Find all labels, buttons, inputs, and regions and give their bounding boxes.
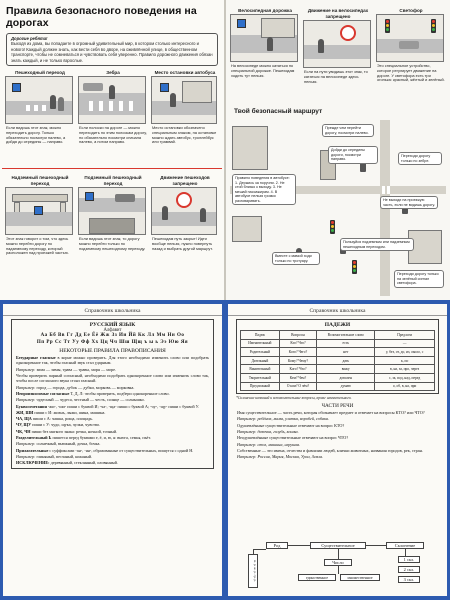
rule-paragraph: [16, 422, 209, 427]
rule-card-title: Пешеходный переход: [15, 70, 65, 75]
rule-head: Например:: [16, 384, 36, 390]
rule-head: Буквосочетания: [16, 403, 47, 409]
rule-head: ЧА, ЩА: [16, 416, 32, 422]
table-header: Вспомогательное слово: [317, 331, 375, 340]
page-title: Правила безопасного поведения на дорогах: [6, 5, 197, 29]
rule-card-caption: Если видишь этот знак, то дорогу можно перейти только по подземному пешеходному переходу.: [79, 236, 146, 251]
table-cell: к, по: [375, 356, 435, 365]
table-cell: Кому? Чему?: [279, 356, 316, 365]
table-cell: в, на, за, про, через: [375, 365, 435, 374]
bottom-spread: [0, 300, 450, 600]
table-cell: вижу: [317, 365, 375, 374]
rule-card: [151, 175, 219, 251]
rule-paragraph: [16, 391, 209, 396]
table-cell: Дательный: [241, 356, 280, 365]
rule-paragraph: [16, 441, 209, 446]
zebra-illustration: [78, 76, 146, 124]
table-cell: с, за, под, над, перед: [375, 373, 435, 382]
rule-head: ИСКЛЮЧЕНИЕ:: [16, 460, 50, 466]
route-note: Правило поведения в автобусе: 1. Держись за поручни. 2. Не стой близко к выходу. 3. Не мешай пассажирам. 4. В автобусе нельзя громко разговаривать.: [232, 174, 296, 205]
bus-stop-illustration: [151, 76, 217, 124]
rule-body: деревянный, стеклянный, оловянный.: [50, 460, 118, 466]
table-row: [241, 373, 435, 382]
parts-title: ЧАСТИ РЕЧИ: [321, 403, 354, 410]
rule-card-title: Место остановки автобуса: [154, 70, 216, 75]
rule-card-caption: Место остановки обозначено специальным знаком, на остановке можно ждать автобус, троллейбус или трамвай.: [152, 125, 217, 145]
rule-paragraph: [16, 460, 209, 465]
rule-card-caption: Пешеходам путь закрыт! Идти вообще нельзя, нужно повернуть назад и выбрать другой маршрут.: [152, 236, 213, 251]
rule-body: пиши без мягкого знака: речка, ночной, точный.: [31, 428, 118, 434]
rule-paragraph: [16, 385, 209, 390]
table-row: [241, 356, 435, 365]
table-cell: нет: [317, 348, 375, 357]
rule-paragraph: [16, 367, 209, 372]
intro-greeting: Дорогие ребята!: [11, 36, 48, 41]
bike-lane-sign-icon: [237, 19, 246, 28]
diagram-node: м. р. ж. р. ср. р.: [248, 554, 258, 588]
rule-head: Например:: [16, 366, 36, 372]
no-pedestrians-illustration: [151, 187, 217, 235]
diagram-node: Существительное: [310, 542, 366, 549]
route-note: Переходи дорогу только по зебре.: [398, 152, 442, 165]
noun-diagram: [240, 542, 435, 590]
traffic-light-icon: [330, 220, 335, 234]
rule-body: глиняный, песчаный, кожаный.: [36, 453, 93, 459]
rule-body: пишется перед буквами е, ё, и, ю, я: вьюга, семья, пьёт.: [52, 435, 151, 441]
rule-body: в корне можно проверить. Для этого необходимо изменить слово или подобрать однокоренное так, чтобы гласный звук стал ударным.: [16, 355, 210, 366]
table-header: Падеж: [241, 331, 280, 340]
traffic-light-icon: [431, 19, 436, 33]
table-cell: Кого? Что?: [279, 365, 316, 374]
bike-lane-illustration: [230, 14, 298, 62]
cases-title: ПАДЕЖИ: [324, 322, 351, 328]
rule-card: [151, 70, 219, 145]
table-row: [241, 339, 435, 348]
bus-stop-sign-icon: [160, 83, 169, 92]
table-cell: Винительный: [241, 365, 280, 374]
rule-body: пиши с А: чашка, роща, площадь.: [32, 416, 94, 422]
rule-card-title: Светофор: [399, 8, 423, 13]
parts-paragraph: Например: стол, машина, игрушка.: [237, 441, 301, 447]
alphabet-line: Аа Бб Вв Гг Дд Ее Ёё Жж Зз Ии Йй Кк Лл Мм Нн Оо: [40, 333, 185, 338]
no-bikes-sign-icon: [340, 25, 356, 41]
parts-paragraph: Собственные — это имена, отчества и фамилии людей, клички животных, названия городов, рек, стран.: [237, 447, 423, 453]
rule-paragraph: [16, 404, 209, 409]
diagram-node: единственное: [298, 574, 336, 581]
rule-paragraph: [16, 410, 209, 415]
rule-head: Разделительный Ь: [16, 435, 52, 441]
rule-body: Т, Д, Л: чтобы проверить, подбери однокоренное слово.: [70, 390, 170, 396]
rule-card-caption: Если видишь этот знак, можно переходить дорогу. Только обязательно посмотри налево, а дойдя до середины — направо.: [6, 125, 66, 145]
overpass-sign-icon: [34, 206, 43, 215]
rule-head: ЧК, ЧН: [16, 428, 31, 434]
rule-head: Непроизносимые согласные: [16, 390, 70, 396]
page-header: Справочник школьника: [3, 308, 222, 316]
table-cell: дать: [317, 356, 375, 365]
diagram-node: 2 скл.: [398, 566, 420, 573]
table-cell: Кто? Что?: [279, 339, 316, 348]
table-row: [241, 382, 435, 391]
house-left: [232, 216, 262, 242]
table-cell: Кем? Чем?: [279, 373, 316, 382]
rules-list: [16, 355, 209, 465]
rule-body: пиши с И: жизнь, лыжи, шина, машина.: [34, 409, 106, 415]
crossing-illustration: [5, 76, 73, 124]
diagram-node: 1 скл.: [398, 556, 420, 563]
divider: [2, 168, 222, 169]
table-cell: —: [375, 339, 435, 348]
rule-body: город — города, дубок — дубки, морковь — морковка.: [36, 384, 135, 390]
rule-head: Безударные гласные: [16, 355, 56, 361]
reference-page-left: [3, 304, 222, 596]
rule-head: ЧУ, ЩУ: [16, 422, 32, 428]
rule-card: [5, 175, 75, 256]
rule-body: пиши с У: чудо, щука, чулки, чувство.: [32, 422, 101, 428]
parts-paragraph: Например: Россия, Мария, Москва, Урал, Земля.: [237, 454, 323, 460]
cases-box: [236, 319, 439, 394]
box-title: РУССКИЙ ЯЗЫК: [89, 322, 136, 328]
parts-paragraph: Одушевлённые существительные отвечают на вопрос КТО?: [237, 422, 345, 428]
rule-paragraph: [16, 454, 209, 459]
diagram-node: 3 скл.: [398, 576, 420, 583]
parts-text: [228, 410, 447, 459]
table-header: Вопросы: [279, 331, 316, 340]
page-header: Справочник школьника: [228, 308, 447, 316]
rule-paragraph: [16, 373, 209, 384]
rule-body: зима — зимы, трава — травы, моря — море.: [36, 366, 116, 372]
cases-note: *Склонение названий и вспомогательные вопросы, кроме именительного.: [236, 396, 352, 401]
rule-paragraph: [16, 355, 209, 366]
route-note: Прежде чем перейти дорогу, посмотри налево.: [322, 124, 374, 137]
table-row: [241, 365, 435, 374]
route-note: Переходи дорогу только на зелёный сигнал светофора.: [394, 270, 444, 288]
rule-card-title: Велосипедная дорожка: [238, 8, 292, 13]
traffic-light-icon: [385, 19, 390, 33]
traffic-light-icon: [352, 260, 357, 274]
table-cell: Предложный: [241, 382, 280, 391]
route-map: [230, 120, 446, 296]
rule-body: Чтобы проверить парный согласный, необходимо подобрать однокоренное слово или изменить слово так, чтобы после согласного звука стоял гласный.: [16, 373, 209, 384]
rule-card-caption: На велосипеде можно кататься по специальной дорожке. Пешеходам ходить тут нельзя.: [231, 63, 295, 78]
table-cell: Именительный: [241, 339, 280, 348]
underpass-sign-icon: [85, 192, 94, 201]
road-rules-page-left: [0, 0, 224, 300]
rule-card-title: Подземный пешеходный переход: [84, 175, 142, 186]
table-row: [241, 348, 435, 357]
rule-card-caption: Этот знак говорит о том, что здесь можно перейти дорогу по надземному переходу, который расположен над проезжей частью.: [6, 236, 69, 256]
rule-head: Например:: [16, 397, 36, 403]
rule-paragraph: [16, 429, 209, 434]
parts-paragraph: Неодушевлённые существительные отвечают на вопрос ЧТО?: [237, 435, 349, 441]
route-note: Не выходи на проезжую часть, если не видишь дорогу.: [380, 196, 438, 209]
table-header: Предлоги: [375, 331, 435, 340]
diagram-node: Склонение: [386, 542, 424, 549]
crosswalk-sign-icon: [12, 83, 21, 92]
table-cell: О ком? О чём?: [279, 382, 316, 391]
table-cell: Родительный: [241, 348, 280, 357]
rule-card: [5, 70, 75, 145]
diagram-node: Род: [266, 542, 288, 549]
rule-paragraph: [16, 448, 209, 453]
table-cell: у, без, от, до, из, около, с: [375, 348, 435, 357]
route-note: Вместе с мамой ходи только по тротуару.: [272, 252, 320, 265]
rule-card-caption: Это специальное устройство, которое регулирует движение на дороге. У светофора есть три огонька: красный, жёлтый и зелёный.: [377, 63, 445, 83]
no-bikes-illustration: [303, 20, 371, 68]
rule-card: [230, 8, 300, 78]
intro-box: [6, 33, 218, 66]
rule-body: с суффиксами -ан-, -ян-, образованные от существительных, пишутся с одной Н.: [49, 447, 194, 453]
rule-card: [376, 8, 446, 83]
rules-title: НЕКОТОРЫЕ ПРАВИЛА ПРАВОПИСАНИЯ: [59, 348, 166, 355]
rule-card-title: Зебра: [106, 70, 120, 75]
rule-head: ЖИ, ШИ: [16, 409, 34, 415]
reference-page-right: [228, 304, 447, 596]
rule-paragraph: [16, 397, 209, 402]
route-note: Пользуйся подземным или надземным пешеходным переходом.: [340, 238, 414, 251]
table-cell: Творительный: [241, 373, 280, 382]
table-cell: думаю: [317, 382, 375, 391]
home-building: [232, 126, 268, 170]
cases-table: [240, 330, 435, 391]
rule-head: Например:: [16, 453, 36, 459]
intro-text: Выходя из дома, вы попадаете в огромный удивительный мир, в котором столько интересного и нового! Каждый должен знать, как вести себя во дворе, на оживлённой улице, в общественном транспорте, чтобы не сомневаться и чувствовать себя уверенно. Правило дорожного движения обязан знать каждый, и не только взрослые.: [11, 41, 213, 63]
rule-card-title: Движение пешеходов запрещено: [160, 175, 210, 186]
alphabet-label: Алфавит: [103, 328, 122, 333]
underpass-illustration: [78, 187, 146, 235]
rule-card: [78, 70, 148, 145]
parts-paragraph: Имя существительное — часть речи, которая обозначает предмет и отвечает на вопросы КТО? или ЧТО?: [237, 410, 425, 416]
rule-body: солнечный, вьюжный, дочка, бочка.: [36, 441, 101, 447]
alphabet-line: Пп Рр Сс Тт Уу Фф Хх Цц Чч Шш Щщ ъ ы ь Ээ Юю Яя: [36, 339, 189, 345]
rule-card: [303, 8, 373, 84]
no-pedestrians-sign-icon: [176, 192, 192, 208]
diagram-node: множественное: [340, 574, 380, 581]
table-cell: о, об, в, на, при: [375, 382, 435, 391]
rule-card-title: Движение на велосипедах запрещено: [307, 8, 369, 19]
rule-body: чудесный — чудеса, честный — честь, солнце — солнышко.: [36, 397, 145, 403]
rule-card: [78, 175, 148, 251]
road-rules-page-right: [226, 0, 450, 300]
rule-card-caption: Если на пути увидишь этот знак, то кататься на велосипеде здесь нельзя.: [304, 69, 368, 84]
parts-paragraph: Например: девочка, голубь, кошка.: [237, 429, 299, 435]
table-cell: доволен: [317, 373, 375, 382]
table-cell: есть: [317, 339, 375, 348]
rule-paragraph: [16, 435, 209, 440]
route-note: Дойди до середины дороги, посмотри направо.: [328, 146, 378, 164]
overpass-illustration: [5, 187, 73, 235]
rule-head: Прилагательные: [16, 447, 49, 453]
rule-card-title: Надземный пешеходный переход: [11, 175, 69, 186]
parts-paragraph: Например: ребёнок, мама, улитка, воробей, собака.: [237, 416, 330, 422]
table-cell: Кого? Чего?: [279, 348, 316, 357]
russian-language-box: [11, 319, 214, 469]
rule-head: Например:: [16, 441, 36, 447]
traffic-light-illustration: [376, 14, 444, 62]
rule-paragraph: [16, 416, 209, 421]
diagram-node: Число: [324, 559, 352, 566]
rule-body: -жи-, -ши- пиши с буквой И; -ча-, -ща- пиши с буквой А; -чу-, -щу- пиши с буквой У.: [47, 403, 200, 409]
rule-card-caption: Если полоски на дороге — можно переходить по этим полоскам дорогу, но обязательно посмотри сначала налево, а потом направо.: [79, 125, 147, 145]
route-title: Твой безопасный маршрут: [234, 108, 323, 115]
